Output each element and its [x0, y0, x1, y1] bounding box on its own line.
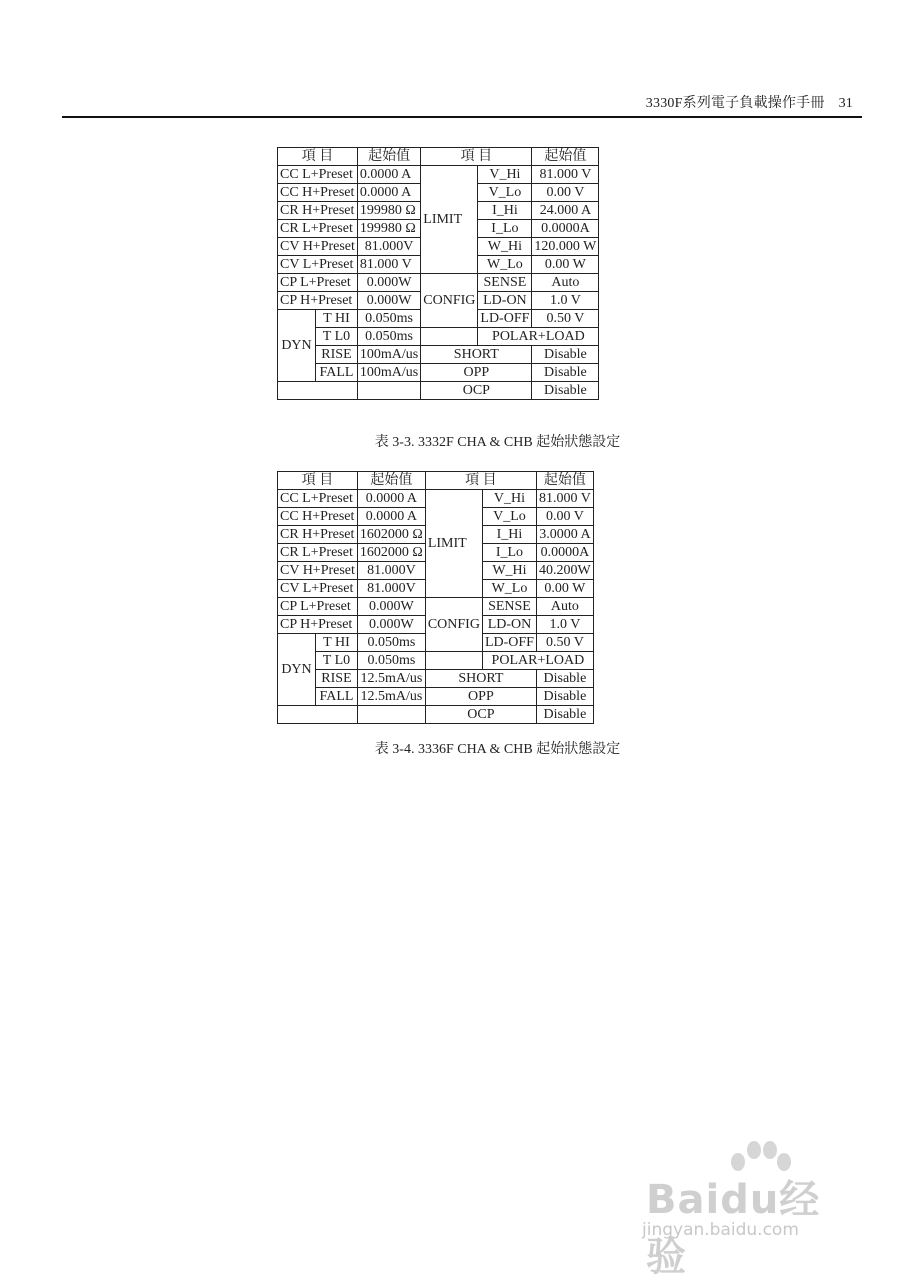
table-row [278, 670, 594, 688]
col-header-item: 項 目 [278, 148, 358, 166]
param-value: 81.000V [357, 238, 420, 256]
param-name: CV L+Preset [278, 580, 358, 598]
init-state-table-3336f [277, 471, 594, 724]
param-name: CR L+Preset [278, 220, 358, 238]
param-value: Auto [532, 274, 599, 292]
param-name: I_Hi [482, 526, 536, 544]
param-name: W_Lo [478, 256, 532, 274]
param-value: Disable [536, 688, 593, 706]
param-value: 1.0 V [536, 616, 593, 634]
param-value: 0.50 V [536, 634, 593, 652]
param-name: SENSE [478, 274, 532, 292]
col-header-init: 起始值 [357, 472, 425, 490]
table-row [278, 688, 594, 706]
table-row [278, 346, 599, 364]
param-name: CV H+Preset [278, 562, 358, 580]
param-value: 120.000 W [532, 238, 599, 256]
param-name: T HI [315, 634, 357, 652]
param-value: 1602000 Ω [357, 544, 425, 562]
group-label-limit: LIMIT [425, 490, 482, 598]
param-name: I_Hi [478, 202, 532, 220]
table-row [278, 382, 599, 400]
param-value: 0.000W [357, 598, 425, 616]
param-name: SHORT [425, 670, 536, 688]
param-value: 0.50 V [532, 310, 599, 328]
param-value: 0.050ms [357, 652, 425, 670]
param-name: V_Hi [478, 166, 532, 184]
empty-cell [421, 328, 478, 346]
param-name: I_Lo [482, 544, 536, 562]
table-row [278, 274, 599, 292]
group-label-limit: LIMIT [421, 166, 478, 274]
col-header-item: 項 目 [278, 472, 358, 490]
empty-cell [278, 706, 358, 724]
param-value: 0.000W [357, 274, 420, 292]
group-label-dyn: DYN [278, 634, 316, 706]
table-row [278, 328, 599, 346]
param-name: SENSE [482, 598, 536, 616]
param-value: 0.0000 A [357, 508, 425, 526]
param-value: Disable [532, 364, 599, 382]
param-name: CP H+Preset [278, 292, 358, 310]
param-name: T L0 [315, 652, 357, 670]
param-value: 0.0000A [532, 220, 599, 238]
param-value: Disable [532, 382, 599, 400]
param-value: 3.0000 A [536, 526, 593, 544]
param-name: CP L+Preset [278, 598, 358, 616]
param-value: Disable [532, 346, 599, 364]
page-header [646, 92, 853, 112]
param-name: SHORT [421, 346, 532, 364]
table-row [278, 364, 599, 382]
param-value: 199980 Ω [357, 202, 420, 220]
page-number: 31 [838, 96, 853, 111]
param-value: 0.050ms [357, 310, 420, 328]
param-name: W_Hi [478, 238, 532, 256]
table-header-row [278, 472, 594, 490]
param-name: CV L+Preset [278, 256, 358, 274]
param-name: RISE [315, 346, 357, 364]
param-value: 0.00 W [536, 580, 593, 598]
table-caption: 表 3-3. 3332F CHA & CHB 起始狀態設定 [374, 435, 621, 450]
param-name: I_Lo [478, 220, 532, 238]
param-value: Disable [536, 706, 593, 724]
param-value: 0.050ms [357, 634, 425, 652]
param-name: W_Hi [482, 562, 536, 580]
group-label-config: CONFIG [425, 598, 482, 652]
param-value: Auto [536, 598, 593, 616]
col-header-init: 起始值 [536, 472, 593, 490]
param-value: 81.000 V [536, 490, 593, 508]
param-value: 0.000W [357, 616, 425, 634]
param-name: FALL [315, 364, 357, 382]
param-name: OPP [425, 688, 536, 706]
polar-load-label: POLAR+LOAD [478, 328, 599, 346]
param-value: 199980 Ω [357, 220, 420, 238]
param-value: 1.0 V [532, 292, 599, 310]
polar-load-label: POLAR+LOAD [482, 652, 593, 670]
group-label-dyn: DYN [278, 310, 316, 382]
empty-cell [425, 652, 482, 670]
param-value: 0.00 V [536, 508, 593, 526]
table-row [278, 652, 594, 670]
param-name: CR L+Preset [278, 544, 358, 562]
table-row [278, 598, 594, 616]
table-row [278, 490, 594, 508]
param-name: V_Lo [482, 508, 536, 526]
param-value: 12.5mA/us [357, 670, 425, 688]
param-name: W_Lo [482, 580, 536, 598]
param-value: 100mA/us [357, 346, 420, 364]
param-value: 0.00 V [532, 184, 599, 202]
param-name: OCP [425, 706, 536, 724]
param-name: OPP [421, 364, 532, 382]
param-value: 81.000V [357, 562, 425, 580]
param-name: CV H+Preset [278, 238, 358, 256]
param-value: 0.00 W [532, 256, 599, 274]
param-value: 81.000 V [532, 166, 599, 184]
empty-cell [357, 706, 425, 724]
watermark-url: jingyan.baidu.com [642, 1220, 799, 1240]
param-value: 0.0000A [536, 544, 593, 562]
header-rule [62, 116, 862, 118]
table-row [278, 166, 599, 184]
param-value: 0.000W [357, 292, 420, 310]
param-value: 0.0000 A [357, 184, 420, 202]
param-value: 0.0000 A [357, 166, 420, 184]
param-value: 100mA/us [357, 364, 420, 382]
param-name: LD-OFF [478, 310, 532, 328]
param-name: CR H+Preset [278, 202, 358, 220]
param-name: CC L+Preset [278, 166, 358, 184]
empty-cell [357, 382, 420, 400]
param-name: CP L+Preset [278, 274, 358, 292]
param-name: CC H+Preset [278, 184, 358, 202]
table-header-row [278, 148, 599, 166]
baidu-watermark [640, 1140, 860, 1280]
param-name: T HI [315, 310, 357, 328]
param-value: Disable [536, 670, 593, 688]
param-value: 81.000 V [357, 256, 420, 274]
param-name: CC H+Preset [278, 508, 358, 526]
param-name: T L0 [315, 328, 357, 346]
param-name: LD-ON [482, 616, 536, 634]
empty-cell [278, 382, 358, 400]
col-header-init: 起始值 [357, 148, 420, 166]
param-value: 1602000 Ω [357, 526, 425, 544]
param-name: CR H+Preset [278, 526, 358, 544]
param-name: CP H+Preset [278, 616, 358, 634]
param-value: 12.5mA/us [357, 688, 425, 706]
param-name: V_Lo [478, 184, 532, 202]
param-value: 0.0000 A [357, 490, 425, 508]
param-name: OCP [421, 382, 532, 400]
col-header-item: 項 目 [425, 472, 536, 490]
param-value: 81.000V [357, 580, 425, 598]
init-state-table-3332f [277, 147, 599, 400]
watermark-logo: Baidu经验 [646, 1177, 821, 1280]
param-value: 24.000 A [532, 202, 599, 220]
col-header-init: 起始值 [532, 148, 599, 166]
table-caption: 表 3-4. 3336F CHA & CHB 起始狀態設定 [374, 742, 621, 757]
param-name: LD-ON [478, 292, 532, 310]
manual-title: 3330F系列電子負載操作手冊 [645, 96, 825, 111]
param-name: V_Hi [482, 490, 536, 508]
param-value: 40.200W [536, 562, 593, 580]
param-name: LD-OFF [482, 634, 536, 652]
param-value: 0.050ms [357, 328, 420, 346]
table-row [278, 706, 594, 724]
param-name: CC L+Preset [278, 490, 358, 508]
param-name: RISE [315, 670, 357, 688]
param-name: FALL [315, 688, 357, 706]
col-header-item: 項 目 [421, 148, 532, 166]
group-label-config: CONFIG [421, 274, 478, 328]
